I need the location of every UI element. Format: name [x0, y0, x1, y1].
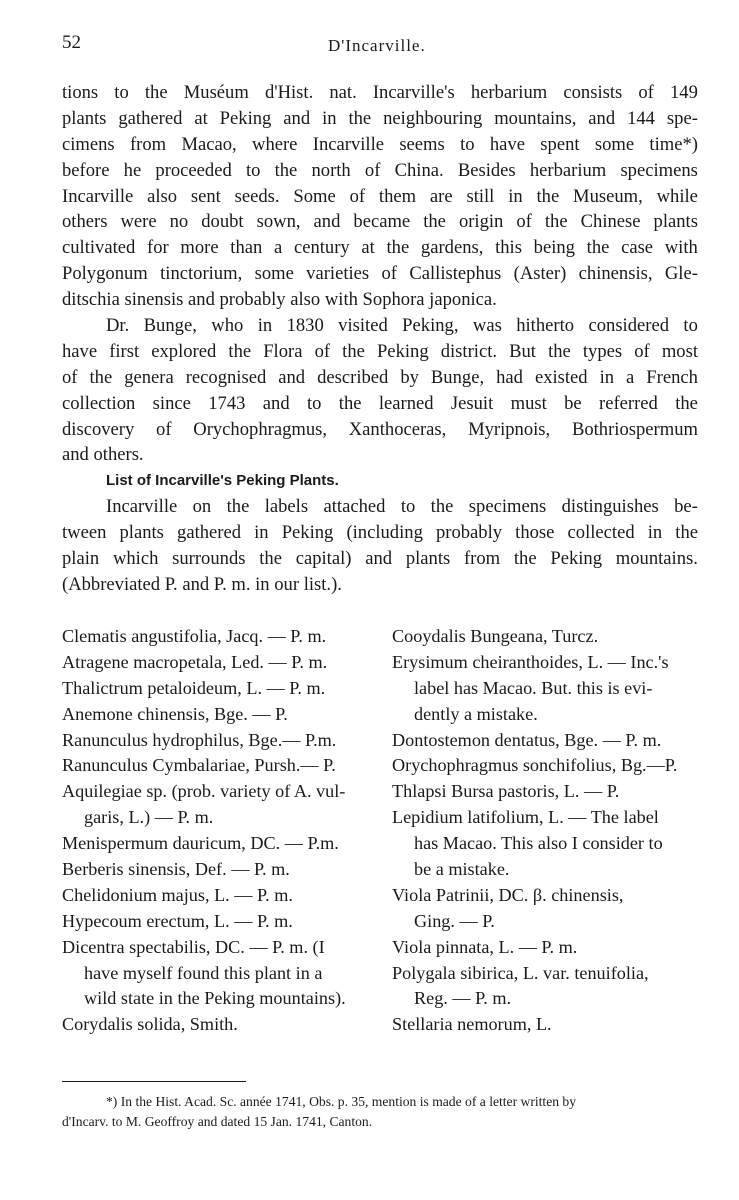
text-line: and others.	[62, 444, 144, 466]
text-line: tween plants gathered in Peking (including probably those collected in the	[62, 522, 698, 544]
list-item: Ging. — P.	[414, 910, 495, 931]
list-item: Erysimum cheiranthoides, L. — Inc.'s	[392, 651, 669, 672]
text-line: tions to the Muséum d'Hist. nat. Incarville's herbarium consists of 149	[62, 82, 698, 103]
list-item: Aquilegiae sp. (prob. variety of A. vul-	[62, 781, 346, 802]
list-item: Berberis sinensis, Def. — P. m.	[62, 859, 290, 880]
footnote-line: *) In the Hist. Acad. Sc. année 1741, Obs. p. 35, mention is made of a letter written by	[106, 1094, 577, 1109]
text-line: discovery of Orychophragmus, Xanthoceras, Myripnois, Bothriospermum	[62, 418, 698, 440]
plant-list-left-column	[62, 624, 382, 1038]
text-line: ditschia sinensis and probably also with Sophora japonica.	[62, 289, 497, 311]
list-item: Orychophragmus sonchifolius, Bg.—P.	[392, 755, 678, 776]
list-item: Ranunculus hydrophilus, Bge.— P.m.	[62, 729, 337, 750]
list-item: Dicentra spectabilis, DC. — P. m. (I	[62, 936, 325, 957]
list-item: Viola pinnata, L. — P. m.	[392, 936, 578, 957]
text-line: Incarville also sent seeds. Some of them are still in the Museum, while	[62, 185, 698, 207]
list-item: Corydalis solida, Smith.	[62, 1014, 238, 1035]
list-item: Anemone chinensis, Bge. — P.	[62, 703, 288, 724]
text-line: Polygonum tinctorium, some varieties of Callistephus (Aster) chinensis, Gle-	[62, 263, 698, 285]
list-item: Dontostemon dentatus, Bge. — P. m.	[392, 729, 662, 750]
list-item: Thlapsi Bursa pastoris, L. — P.	[392, 781, 620, 802]
list-item: garis, L.) — P. m.	[84, 807, 214, 828]
body-text	[62, 80, 698, 598]
list-item: Lepidium latifolium, L. — The label	[392, 807, 659, 828]
text-line: have first explored the Flora of the Peking district. But the types of most	[62, 340, 698, 362]
list-item: Hypecoum erectum, L. — P. m.	[62, 910, 293, 931]
list-item: Chelidonium majus, L. — P. m.	[62, 884, 293, 905]
list-item: Viola Patrinii, DC. β. chinensis,	[392, 884, 624, 905]
text-line: plants gathered at Peking and in the neighbouring mountains, and 144 spe-	[62, 107, 698, 129]
list-item: has Macao. This also I consider to	[414, 833, 663, 854]
list-item: wild state in the Peking mountains).	[84, 988, 346, 1009]
text-line: of the genera recognised and described by Bunge, had existed in a French	[62, 366, 698, 388]
list-item: Atragene macropetala, Led. — P. m.	[62, 651, 328, 672]
text-line: Dr. Bunge, who in 1830 visited Peking, was hitherto considered to	[106, 315, 698, 337]
running-head: D'Incarville.	[328, 36, 426, 55]
text-line: others were no doubt sown, and became the origin of the Chinese plants	[62, 211, 698, 233]
list-item: Ranunculus Cymbalariae, Pursh.— P.	[62, 755, 336, 776]
page-header	[62, 32, 697, 58]
footnote-line: d'Incarv. to M. Geoffroy and dated 15 Jan. 1741, Canton.	[62, 1114, 373, 1129]
text-line: plain which surrounds the capital) and plants from the Peking mountains.	[62, 548, 698, 570]
text-line: cimens from Macao, where Incarville seems to have spent some time*)	[62, 133, 698, 155]
list-item: Thalictrum petaloideum, L. — P. m.	[62, 677, 326, 698]
page-number: 52	[62, 32, 81, 53]
text-line: before he proceeded to the north of China. Besides herbarium specimens	[62, 159, 698, 181]
list-item: Stellaria nemorum, L.	[392, 1014, 552, 1035]
list-item: label has Macao. But. this is evi-	[414, 677, 653, 698]
plant-list-right-column	[392, 624, 704, 1038]
list-item: Polygala sibirica, L. var. tenuifolia,	[392, 962, 649, 983]
footnote-rule	[62, 1081, 246, 1082]
list-item: Clematis angustifolia, Jacq. — P. m.	[62, 626, 327, 646]
list-item: Menispermum dauricum, DC. — P.m.	[62, 833, 339, 854]
footnote	[62, 1092, 698, 1132]
text-line: collection since 1743 and to the learned Jesuit must be referred the	[62, 392, 698, 414]
text-line: Incarville on the labels attached to the specimens distinguishes be-	[106, 496, 698, 518]
list-item: dently a mistake.	[414, 703, 538, 724]
text-line: cultivated for more than a century at the gardens, this being the case with	[62, 237, 698, 259]
list-item: Reg. — P. m.	[414, 988, 512, 1009]
text-line: (Abbreviated P. and P. m. in our list.).	[62, 573, 342, 595]
list-item: be a mistake.	[414, 859, 510, 880]
list-item: Cooydalis Bungeana, Turcz.	[392, 626, 599, 646]
list-item: have myself found this plant in a	[84, 962, 323, 983]
section-heading: List of Incarville's Peking Plants.	[106, 472, 339, 490]
